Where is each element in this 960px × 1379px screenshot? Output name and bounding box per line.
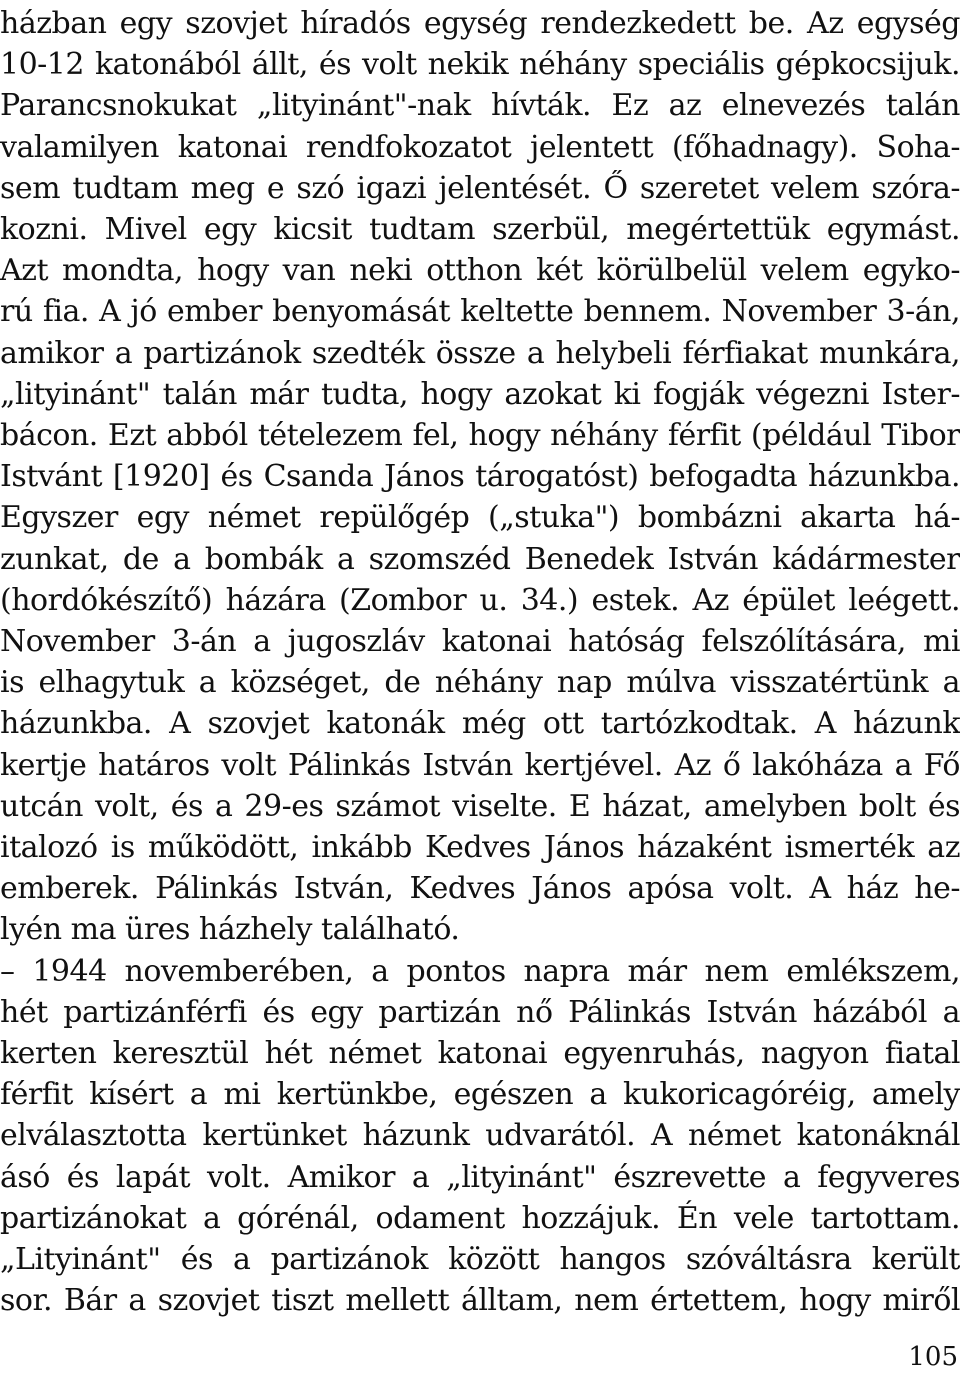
text-line: Parancsnokukat „lityinánt"-nak hívták. Ez az elnevezés talán bbox=[0, 88, 960, 124]
text-line: Egyszer egy német repülőgép („stuka") bombázni akarta há- bbox=[0, 500, 960, 536]
text-line: sem tudtam meg e szó igazi jelentését. Ő szeretet velem szóra- bbox=[0, 170, 960, 206]
text-line: lyén ma üres házhely található. bbox=[0, 912, 460, 948]
text-line: zunkat, de a bombák a szomszéd Benedek István kádármester bbox=[0, 541, 960, 577]
text-line: kozni. Mivel egy kicsit tudtam szerbül, megértettük egymást. bbox=[0, 212, 960, 247]
text-line: bácon. Ezt abból tételezem fel, hogy néhány férfit (például Tibor bbox=[0, 418, 960, 453]
text-line: Istvánt [1920] és Csanda János tárogatóst) befogadta házunkba. bbox=[0, 459, 960, 495]
text-line: is elhagytuk a községet, de néhány nap múlva visszatértünk a bbox=[0, 665, 960, 701]
text-line: „Lityinánt" és a partizánok között hangos szóváltásra került bbox=[0, 1242, 960, 1277]
text-line: elválasztotta kertünket házunk udvarától. A német katonáknál bbox=[0, 1118, 960, 1154]
text-line: kerten keresztül hét német katonai egyenruhás, nagyon fiatal bbox=[0, 1036, 960, 1071]
text-line: – 1944 novemberében, a pontos napra már nem emlékszem, bbox=[0, 953, 960, 989]
text-line: November 3-án a jugoszláv katonai hatóság felszólítására, mi bbox=[0, 624, 960, 659]
text-line: sor. Bár a szovjet tiszt mellett álltam, nem értettem, hogy miről bbox=[0, 1283, 960, 1319]
text-line: rú fia. A jó ember benyomását keltette bennem. November 3-án, bbox=[0, 294, 960, 330]
text-line: amikor a partizánok szedték össze a helybeli férfiakat munkára, bbox=[0, 335, 960, 371]
text-line: házban egy szovjet híradós egység rendezkedett be. Az egység bbox=[0, 6, 960, 41]
page-number: 105 bbox=[908, 1342, 958, 1372]
text-line: kertje határos volt Pálinkás István kertjével. Az ő lakóháza a Fő bbox=[0, 747, 960, 783]
text-line: emberek. Pálinkás István, Kedves János apósa volt. A ház he- bbox=[0, 871, 960, 907]
text-line: 10-12 katonából állt, és volt nekik néhány speciális gépkocsijuk. bbox=[0, 47, 960, 83]
text-line: (hordókészítő) házára (Zombor u. 34.) estek. Az épület leégett. bbox=[0, 582, 960, 618]
text-line: „lityinánt" talán már tudta, hogy azokat ki fogják végezni Ister- bbox=[0, 376, 960, 412]
text-line: partizánokat a górénál, odament hozzájuk. Én vele tartottam. bbox=[0, 1200, 960, 1236]
text-line: utcán volt, és a 29-es számot viselte. E házat, amelyben bolt és bbox=[0, 788, 960, 824]
text-line: hét partizánférfi és egy partizán nő Pálinkás István házából a bbox=[0, 994, 960, 1030]
text-line: ásó és lapát volt. Amikor a „lityinánt" észrevette a fegyveres bbox=[0, 1159, 960, 1195]
text-line: Azt mondta, hogy van neki otthon két körülbelül velem egyko- bbox=[0, 253, 960, 289]
text-line: valamilyen katonai rendfokozatot jelentett (főhadnagy). Soha- bbox=[0, 129, 960, 165]
text-line: italozó is működött, inkább Kedves János házaként ismerték az bbox=[0, 830, 960, 865]
text-line: házunkba. A szovjet katonák még ott tartózkodtak. A házunk bbox=[0, 706, 960, 742]
text-line: férfit kísért a mi kertünkbe, egészen a kukoricagóréig, amely bbox=[0, 1077, 960, 1113]
